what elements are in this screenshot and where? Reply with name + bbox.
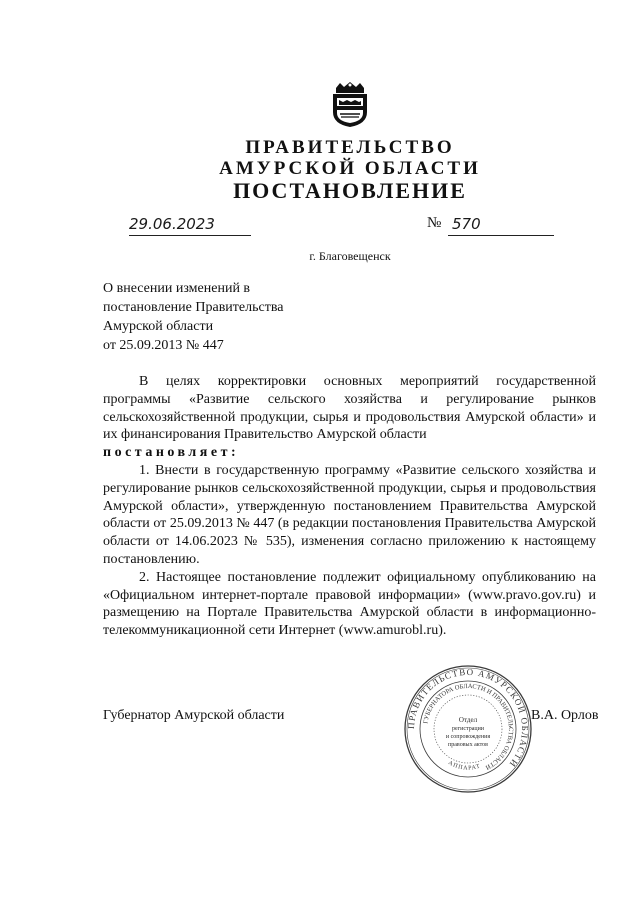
subject-line: постановление Правительства: [103, 300, 284, 315]
item-1-paragraph: 1. Внести в государственную программу «Развитие сельского хозяйства и регулирование рынков сельскохозяйственной продукции, сырья и продовольствия Амурской области», утвержденную постановлением Правительства Амурской области от 25.09.2013 № 447 (в редакции постановления Правительства Амурской области от 14.06.2023 № 535), изменения согласно приложению к настоящему постановлению.: [103, 462, 596, 567]
resolves-word: постановляет:: [103, 445, 240, 461]
number-label: №: [427, 215, 442, 231]
coat-of-arms-icon: [330, 82, 370, 128]
stamp-bottom-text: АППАРАТ: [447, 760, 482, 772]
signatory-position: Губернатор Амурской области: [103, 708, 285, 723]
stamp-center-line: Отдел: [458, 716, 478, 724]
stamp-center-line: регистрации: [452, 726, 484, 732]
stamp-center-line: и сопровождения: [445, 734, 491, 740]
document-subject: [103, 279, 343, 355]
government-name-line2: АМУРСКОЙ ОБЛАСТИ: [219, 158, 481, 179]
subject-line: Амурской области: [103, 319, 214, 334]
stamp-center-line: правовых актов: [448, 742, 488, 748]
official-seal-stamp: [403, 664, 533, 794]
government-name-line1: ПРАВИТЕЛЬСТВО: [245, 137, 455, 158]
document-body: [103, 373, 596, 640]
item-2-paragraph: 2. Настоящее постановление подлежит официальному опубликованию на «Официальном интернет-портале правовой информации» (www.pravo.gov.ru) и размещению на Портале Правительства Амурской области в информационно-телекоммуникационной сети Интернет (www.amurobl.ru).: [103, 569, 596, 639]
stamp-outer-text: ПРАВИТЕЛЬСТВО АМУРСКОЙ ОБЛАСТИ: [405, 666, 531, 770]
subject-line: О внесении изменений в: [103, 281, 251, 296]
subject-line: от 25.09.2013 № 447: [103, 338, 224, 353]
signatory-name: В.А. Орлов: [531, 708, 599, 723]
document-number: 570: [448, 215, 554, 236]
stamp-inner-text: ГУБЕРНАТОРА ОБЛАСТИ И ПРАВИТЕЛЬСТВА ОБЛАСТИ: [422, 682, 515, 771]
city-line: г. Благовещенск: [309, 249, 391, 263]
document-type-title: ПОСТАНОВЛЕНИЕ: [233, 178, 467, 203]
document-date: 29.06.2023: [129, 215, 251, 236]
intro-paragraph: В целях корректировки основных мероприятий государственной программы «Развитие сельского хозяйства и регулирование рынков сельскохозяйственной продукции, сырья и продовольствия Амурской области» и их финансирования Правительство Амурской области: [103, 374, 596, 443]
